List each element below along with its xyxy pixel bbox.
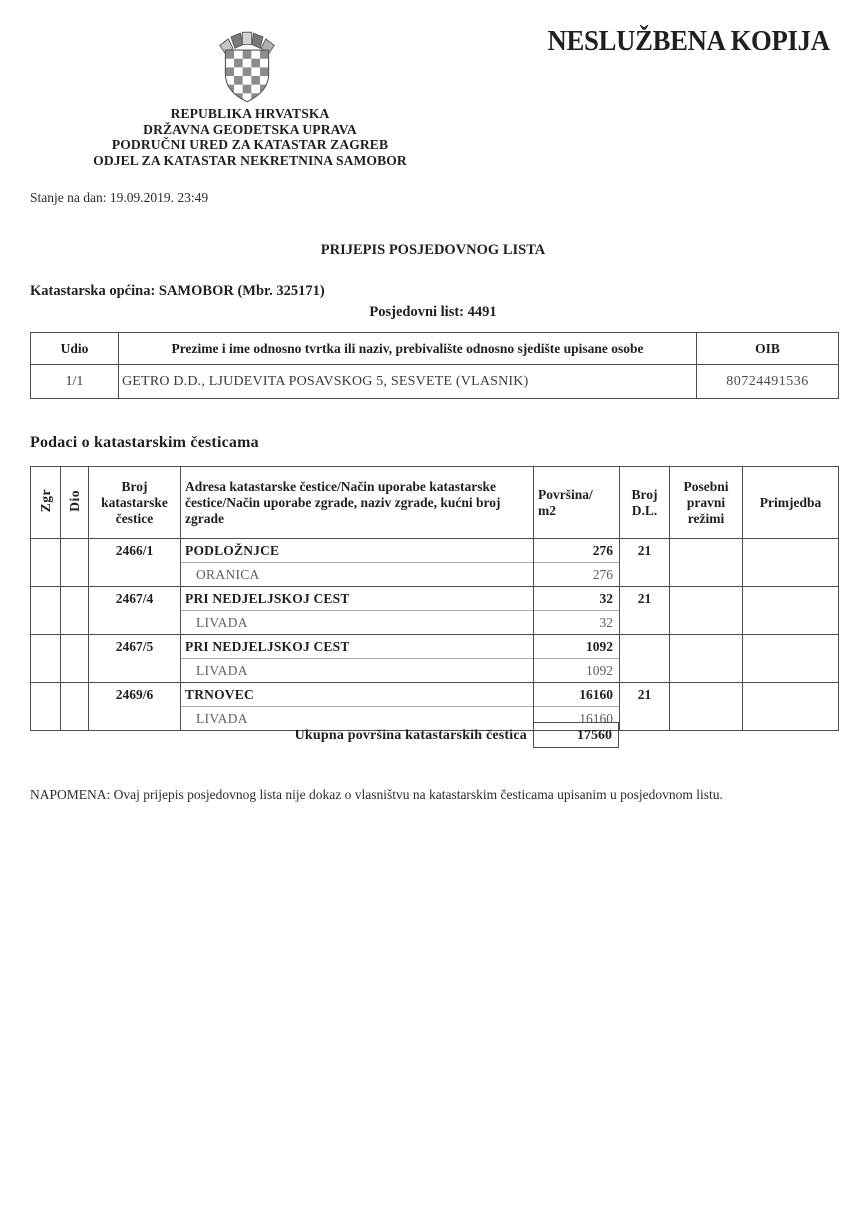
parcel-number-empty — [89, 563, 181, 587]
parcel-dl-empty — [620, 611, 670, 635]
owners-header-oib: OIB — [697, 333, 839, 365]
authority-line-regional-office: PODRUČNI URED ZA KATASTAR ZAGREB — [111, 138, 389, 153]
parcel-use-row — [31, 659, 839, 683]
owner-row — [31, 365, 839, 399]
remark-cell — [743, 635, 839, 659]
zgr-vertical-label: Zgr — [37, 488, 53, 513]
parcels-table-header-row — [31, 467, 839, 539]
remark-cell — [743, 611, 839, 635]
zgr-cell — [31, 611, 61, 635]
parcels-header-zgr — [31, 467, 61, 539]
remark-cell — [743, 539, 839, 563]
special-regime-cell — [670, 611, 743, 635]
parcel-number: 2469/6 — [89, 683, 181, 707]
parcel-number-empty — [89, 659, 181, 683]
total-area-row — [30, 723, 619, 749]
parcel-area: 276 — [534, 539, 620, 563]
owners-header-name: Prezime i ime odnosno tvrtka ili naziv, prebivalište odnosno sjedište upisane osobe — [119, 333, 697, 365]
status-date-line: Stanje na dan: 19.09.2019. 23:49 — [30, 190, 209, 205]
parcel-use-area: 16160 — [534, 707, 620, 731]
remark-cell — [743, 707, 839, 731]
special-regime-cell — [670, 659, 743, 683]
parcel-number-empty — [89, 611, 181, 635]
parcels-header-remark: Primjedba — [743, 467, 839, 539]
remark-cell — [743, 659, 839, 683]
parcel-dl-number: 21 — [620, 587, 670, 611]
parcel-main-row — [31, 587, 839, 611]
zgr-cell — [31, 539, 61, 563]
parcels-section-title: Podaci o katastarskim česticama — [30, 434, 259, 451]
special-regime-cell — [670, 587, 743, 611]
parcel-use-area: 1092 — [534, 659, 620, 683]
parcel-dl-number — [620, 635, 670, 659]
parcel-number: 2467/4 — [89, 587, 181, 611]
parcel-use: LIVADA — [181, 611, 534, 635]
dio-cell — [61, 587, 89, 611]
document-title: PRIJEPIS POSJEDOVNOG LISTA — [320, 242, 546, 258]
parcel-use: LIVADA — [181, 659, 534, 683]
parcel-use: ORANICA — [181, 563, 534, 587]
special-regime-cell — [670, 539, 743, 563]
parcel-dl-number: 21 — [620, 539, 670, 563]
possession-sheet-number: Posjedovni list: 4491 — [369, 304, 497, 320]
special-regime-cell — [670, 683, 743, 707]
authority-line-department: ODJEL ZA KATASTAR NEKRETNINA SAMOBOR — [93, 153, 407, 169]
special-regime-cell — [670, 635, 743, 659]
parcels-header-parcel-number: Broj katastarske čestice — [89, 467, 181, 539]
dio-cell — [61, 683, 89, 707]
dio-cell — [61, 635, 89, 659]
owner-name: GETRO D.D., LJUDEVITA POSAVSKOG 5, SESVETE (VLASNIK) — [119, 365, 697, 399]
dio-cell — [61, 539, 89, 563]
parcel-use-row — [31, 611, 839, 635]
special-regime-cell — [670, 563, 743, 587]
croatia-coat-of-arms-icon — [216, 29, 278, 105]
parcels-table — [30, 466, 839, 731]
parcel-main-row — [31, 539, 839, 563]
remark-cell — [743, 563, 839, 587]
parcels-header-area — [534, 467, 620, 539]
parcel-address: PRI NEDJELJSKOJ CEST — [181, 635, 534, 659]
parcels-header-address: Adresa katastarske čestice/Način uporabe katastarske čestice/Način uporabe zgrade, naziv zgrade, kućni broj zgrade — [181, 467, 534, 539]
owners-header-share: Udio — [31, 333, 119, 365]
owner-share: 1/1 — [31, 365, 119, 399]
authority-line-agency: DRŽAVNA GEODETSKA UPRAVA — [143, 122, 357, 138]
unofficial-copy-watermark: NESLUŽBENA KOPIJA — [547, 25, 830, 57]
parcel-area: 1092 — [534, 635, 620, 659]
zgr-cell — [31, 635, 61, 659]
note-text: NAPOMENA: Ovaj prijepis posjedovnog lista nije dokaz o vlasništvu na katastarskim česticama upisanim u posjedovnom listu. — [30, 787, 723, 802]
dio-vertical-label: Dio — [66, 489, 82, 512]
zgr-cell — [31, 683, 61, 707]
parcel-use-area: 32 — [534, 611, 620, 635]
parcel-use-area: 276 — [534, 563, 620, 587]
parcel-number: 2466/1 — [89, 539, 181, 563]
dio-cell — [61, 563, 89, 587]
parcel-area: 16160 — [534, 683, 620, 707]
owner-oib: 80724491536 — [697, 365, 839, 399]
zgr-cell — [31, 563, 61, 587]
dio-cell — [61, 611, 89, 635]
parcels-header-dio — [61, 467, 89, 539]
cadastral-municipality: Katastarska općina: SAMOBOR (Mbr. 325171) — [30, 283, 325, 299]
parcel-main-row — [31, 683, 839, 707]
area-header-line2: m2 — [538, 502, 556, 518]
parcel-dl-empty — [620, 707, 670, 731]
area-header-line1: Površina/ — [538, 486, 593, 502]
total-area-value: 17560 — [533, 722, 619, 748]
parcel-dl-empty — [620, 659, 670, 683]
parcel-address: TRNOVEC — [181, 683, 534, 707]
remark-cell — [743, 683, 839, 707]
parcel-main-row — [31, 635, 839, 659]
parcel-address: PRI NEDJELJSKOJ CEST — [181, 587, 534, 611]
authority-line-country: REPUBLIKA HRVATSKA — [170, 107, 330, 122]
parcel-address: PODLOŽNJCE — [181, 539, 534, 563]
total-area-label: Ukupna površina katastarskih čestica — [294, 728, 527, 743]
owners-table — [30, 332, 839, 399]
parcel-use: LIVADA — [181, 707, 534, 731]
parcel-dl-number: 21 — [620, 683, 670, 707]
remark-cell — [743, 587, 839, 611]
owners-table-header-row — [31, 333, 839, 365]
parcels-header-dl: Broj D.L. — [620, 467, 670, 539]
special-regime-cell — [670, 707, 743, 731]
issuing-authority-block — [80, 107, 420, 169]
parcel-area: 32 — [534, 587, 620, 611]
parcel-dl-empty — [620, 563, 670, 587]
parcels-header-special: Posebni pravni režimi — [670, 467, 743, 539]
parcel-use-row — [31, 563, 839, 587]
zgr-cell — [31, 659, 61, 683]
parcel-number: 2467/5 — [89, 635, 181, 659]
zgr-cell — [31, 587, 61, 611]
dio-cell — [61, 659, 89, 683]
